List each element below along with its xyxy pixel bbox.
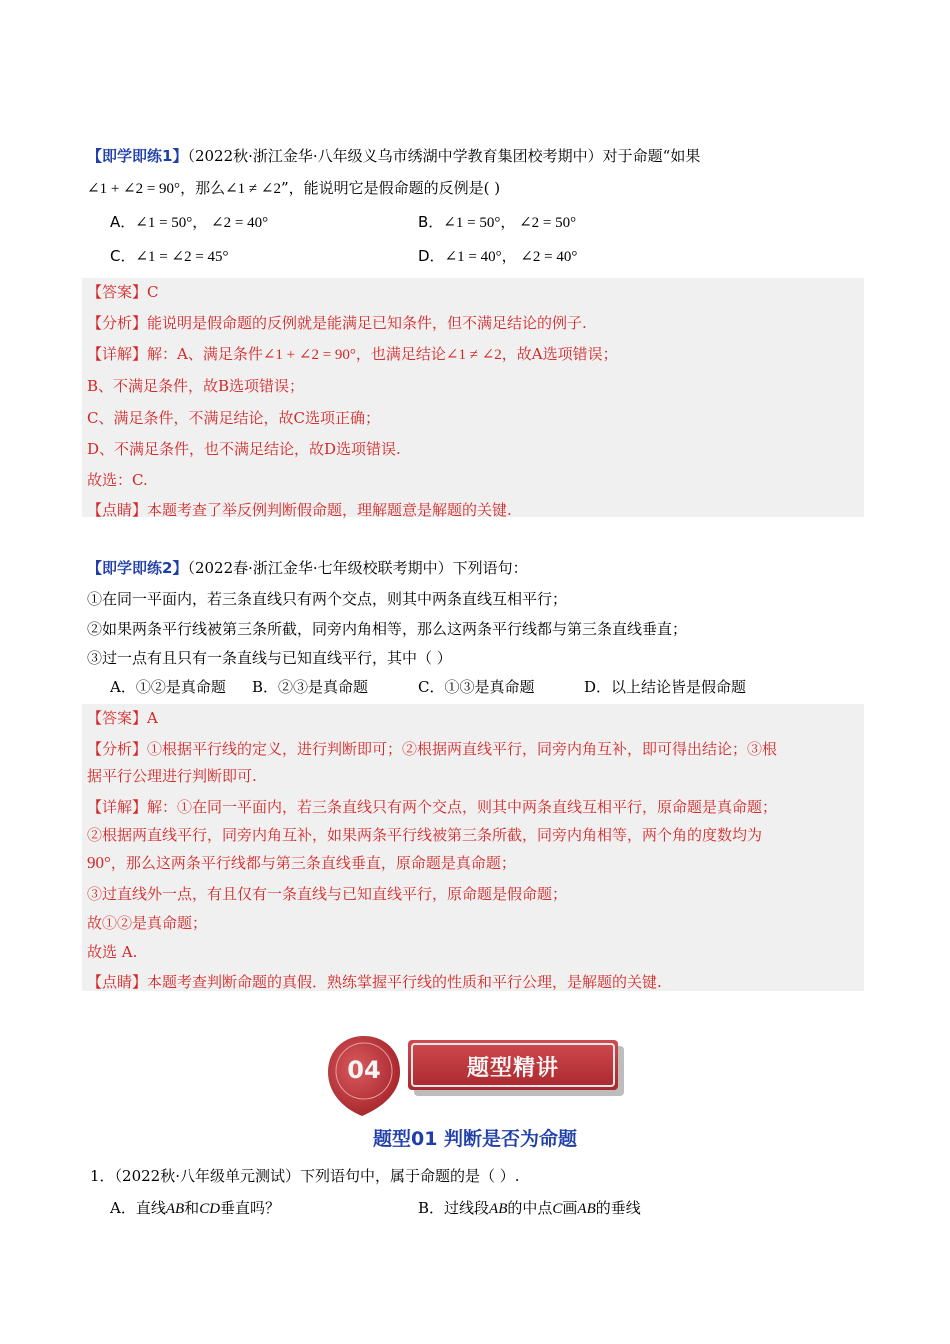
ex1-detail-math2: ∠1 ≠ ∠2 bbox=[445, 347, 502, 363]
ex1-option-b bbox=[418, 212, 576, 233]
q1-stem: 1．（2022秋·八年级单元测试）下列语句中，属于命题的是（ ）. bbox=[90, 1167, 520, 1185]
ex2-option-c: C．①③是真命题 bbox=[418, 678, 535, 696]
ex1-option-c-label: C． bbox=[110, 247, 136, 265]
ex1-option-c-text: ∠1 = ∠2 = 45° bbox=[135, 249, 229, 265]
ex1-header bbox=[87, 146, 700, 166]
ex1-detail-b: B、不满足条件，故B选项错误； bbox=[87, 377, 305, 395]
ex1-analysis: 【分析】能说明是假命题的反例就是能满足已知条件，但不满足结论的例子. bbox=[87, 314, 587, 332]
ex1-detail-post: ，故A选项错误； bbox=[501, 345, 618, 363]
ex1-detail-pre: 【详解】解：A、满足条件 bbox=[87, 345, 263, 363]
ex2-header bbox=[87, 558, 528, 578]
ex2-statement-3: ③过一点有且只有一条直线与已知直线平行，其中（ ） bbox=[87, 649, 452, 667]
ex1-option-b-text: ∠1 = 50°， ∠2 = 50° bbox=[443, 215, 577, 231]
ex1-point: 【点睛】本题考查了举反例判断假命题，理解题意是解题的关键. bbox=[87, 501, 512, 519]
ex1-detail-d: D、不满足条件，也不满足结论，故D选项错误. bbox=[87, 440, 401, 458]
ex1-option-b-label: B． bbox=[418, 213, 444, 231]
q1-option-b-c: C bbox=[552, 1201, 563, 1217]
q1-option-a-post: 垂直吗？ bbox=[220, 1199, 281, 1217]
q1-option-b-mid: 的中点 bbox=[507, 1199, 553, 1217]
ex2-option-b: B．②③是真命题 bbox=[252, 678, 369, 696]
ex1-line2 bbox=[87, 178, 500, 199]
q1-option-a-and: 和 bbox=[184, 1199, 200, 1217]
q1-option-a bbox=[110, 1198, 280, 1219]
ex1-detail bbox=[87, 344, 618, 365]
ex1-question-end: ”，能说明它是假命题的反例是( ) bbox=[280, 179, 501, 197]
ex2-statement-1: ①在同一平面内，若三条直线只有两个交点，则其中两条直线互相平行； bbox=[87, 590, 568, 608]
q1-option-b-post: 的垂线 bbox=[595, 1199, 641, 1217]
ex2-detail-1: 【详解】解：①在同一平面内，若三条直线只有两个交点，则其中两条直线互相平行，原命题是真命题； bbox=[87, 798, 778, 816]
q1-option-b-ab: AB bbox=[489, 1201, 508, 1217]
ex2-detail-5: 故①②是真命题； bbox=[87, 914, 208, 932]
ex2-tag: 【即学即练2】 bbox=[87, 559, 188, 577]
ex2-detail-2: ②根据两直线平行，同旁内角互补，如果两条平行线被第三条所截，同旁内角相等，两个角的度数均为 bbox=[87, 826, 763, 844]
section-banner bbox=[320, 1030, 630, 1120]
ex2-option-d: D．以上结论皆是假命题 bbox=[584, 678, 747, 696]
section-title: 题型01 判断是否为命题 bbox=[372, 1128, 578, 1150]
q1-option-b-ab2: AB bbox=[577, 1201, 596, 1217]
ex2-detail-3-math: 90° bbox=[87, 853, 111, 872]
ex1-conclusion: ∠1 ≠ ∠2 bbox=[225, 181, 281, 197]
ex2-detail-3 bbox=[87, 853, 516, 873]
ex2-statement-2: ②如果两条平行线被第三条所截，同旁内角相等，那么这两条平行线都与第三条直线垂直； bbox=[87, 620, 688, 638]
ex1-option-a bbox=[110, 212, 268, 233]
ex1-option-a-text: ∠1 = 50°， ∠2 = 40° bbox=[135, 215, 269, 231]
ex2-answer: 【答案】A bbox=[87, 709, 158, 727]
ex2-source: （2022春·浙江金华·七年级校联考期中）下列语句： bbox=[187, 559, 528, 577]
q1-option-b-pre: B．过线段 bbox=[418, 1199, 490, 1217]
ex2-detail-6: 故选 A. bbox=[87, 943, 138, 961]
ex1-answer: 【答案】C bbox=[87, 283, 159, 301]
ex2-option-a: A．①②是真命题 bbox=[110, 678, 226, 696]
banner-label: 题型精讲 bbox=[466, 1056, 559, 1081]
ex1-option-d-text: ∠1 = 40°， ∠2 = 40° bbox=[444, 249, 578, 265]
ex1-source: （2022秋·浙江金华·八年级义乌市绣湖中学教育集团校考期中）对于命题“如果 bbox=[187, 147, 701, 165]
q1-option-a-cd: CD bbox=[199, 1201, 221, 1217]
ex2-analysis-1: 【分析】①根据平行线的定义，进行判断即可；②根据两直线平行，同旁内角互补，即可得出结论；③根 bbox=[87, 740, 778, 758]
ex1-detail-mid: ，也满足结论 bbox=[355, 345, 446, 363]
q1-option-b-draw: 画 bbox=[562, 1199, 578, 1217]
ex1-option-a-label: A． bbox=[110, 213, 136, 231]
ex1-option-c bbox=[110, 246, 229, 267]
ex1-condition: ∠1 + ∠2 = 90° bbox=[87, 181, 181, 197]
ex2-detail-4: ③过直线外一点，有且仅有一条直线与已知直线平行，原命题是假命题； bbox=[87, 885, 568, 903]
ex1-choose: 故选：C. bbox=[87, 471, 148, 489]
banner-number: 04 bbox=[347, 1056, 381, 1084]
q1-option-a-ab: AB bbox=[165, 1201, 185, 1217]
ex2-analysis-2: 据平行公理进行判断即可. bbox=[87, 767, 257, 785]
ex2-detail-3-text: ，那么这两条平行线都与第三条直线垂直，原命题是真命题； bbox=[110, 854, 516, 872]
q1-option-b bbox=[418, 1198, 641, 1219]
ex1-option-d-label: D． bbox=[418, 247, 445, 265]
q1-option-a-pre: A．直线 bbox=[110, 1199, 166, 1217]
ex2-point: 【点睛】本题考查判断命题的真假．熟练掌握平行线的性质和平行公理，是解题的关键. bbox=[87, 973, 662, 991]
ex1-tag: 【即学即练1】 bbox=[87, 147, 188, 165]
ex1-detail-math1: ∠1 + ∠2 = 90° bbox=[262, 347, 356, 363]
ex1-detail-c: C、满足条件，不满足结论，故C选项正确； bbox=[87, 409, 380, 427]
ex1-then: ，那么 bbox=[180, 179, 226, 197]
ex1-option-d bbox=[418, 246, 577, 267]
